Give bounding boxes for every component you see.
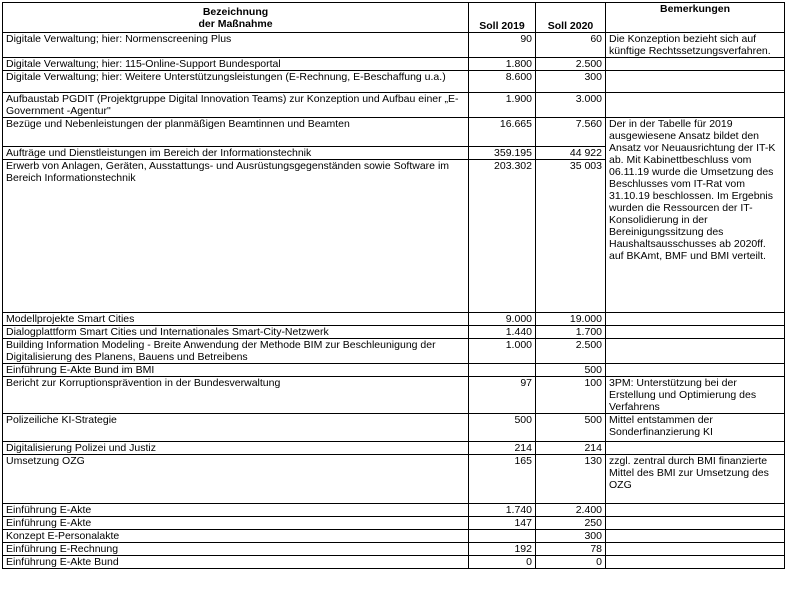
table-row <box>3 364 785 377</box>
table-row <box>3 530 785 543</box>
table-row <box>3 93 785 118</box>
soll-2020-cell: 300 <box>536 530 606 543</box>
measure-name-cell: Einführung E-Akte <box>3 517 469 530</box>
remarks-cell <box>606 530 785 543</box>
table-row <box>3 455 785 504</box>
table-row <box>3 58 785 71</box>
soll-2019-cell: 9.000 <box>469 313 536 326</box>
header-measure-line1: Bezeichnung <box>202 5 269 18</box>
soll-2019-cell: 203.302 <box>469 160 536 313</box>
soll-2019-cell: 0 <box>469 556 536 569</box>
measure-name-cell: Einführung E-Akte <box>3 504 469 517</box>
soll-2020-cell: 60 <box>536 33 606 58</box>
remarks-cell: 3PM: Unterstützung bei der Erstellung und Optimierung des Verfahrens <box>606 377 785 414</box>
remarks-cell <box>606 326 785 339</box>
table-row <box>3 517 785 530</box>
measures-table <box>2 2 785 569</box>
measure-name-cell: Digitale Verwaltung; hier: 115-Online-Support Bundesportal <box>3 58 469 71</box>
soll-2019-cell <box>469 530 536 543</box>
table-row <box>3 118 785 147</box>
soll-2019-cell: 1.000 <box>469 339 536 364</box>
soll-2020-cell: 0 <box>536 556 606 569</box>
soll-2019-cell: 1.440 <box>469 326 536 339</box>
measure-name-cell: Building Information Modeling - Breite Anwendung der Methode BIM zur Beschleunigung der Digitalisierung des Planens, Bauens und Betreibens <box>3 339 469 364</box>
soll-2019-cell: 192 <box>469 543 536 556</box>
header-row <box>3 3 785 33</box>
header-soll-2020: Soll 2020 <box>536 3 606 33</box>
measure-name-cell: Dialogplattform Smart Cities und Internationales Smart-City-Netzwerk <box>3 326 469 339</box>
soll-2019-cell: 147 <box>469 517 536 530</box>
soll-2020-cell: 250 <box>536 517 606 530</box>
measure-name-cell: Erwerb von Anlagen, Geräten, Ausstattungs- und Ausrüstungsgegenständen sowie Software im Bereich Informationstechnik <box>3 160 469 313</box>
soll-2019-cell: 16.665 <box>469 118 536 147</box>
remarks-cell: zzgl. zentral durch BMI finanzierte Mittel des BMI zur Umsetzung des OZG <box>606 455 785 504</box>
remarks-cell <box>606 58 785 71</box>
remarks-cell <box>606 339 785 364</box>
soll-2020-cell: 2.500 <box>536 339 606 364</box>
measure-name-cell: Umsetzung OZG <box>3 455 469 504</box>
measure-name-cell: Konzept E-Personalakte <box>3 530 469 543</box>
remarks-cell <box>606 556 785 569</box>
soll-2020-cell: 7.560 <box>536 118 606 147</box>
header-remarks: Bemerkungen <box>606 3 785 33</box>
table-row <box>3 377 785 414</box>
remarks-cell <box>606 364 785 377</box>
remarks-cell <box>606 543 785 556</box>
soll-2020-cell: 3.000 <box>536 93 606 118</box>
soll-2019-cell: 500 <box>469 414 536 442</box>
measure-name-cell: Aufbaustab PGDIT (Projektgruppe Digital Innovation Teams) zur Konzeption und Aufbau einer „E-Government -Agentur" <box>3 93 469 118</box>
measure-name-cell: Einführung E-Akte Bund im BMI <box>3 364 469 377</box>
soll-2020-cell: 1.700 <box>536 326 606 339</box>
table-row <box>3 556 785 569</box>
remarks-cell: Die Konzeption bezieht sich auf künftige Rechtssetzungsverfahren. <box>606 33 785 58</box>
soll-2019-cell <box>469 364 536 377</box>
remarks-cell: Mittel entstammen der Sonderfinanzierung KI <box>606 414 785 442</box>
table-row <box>3 71 785 93</box>
soll-2019-cell: 1.800 <box>469 58 536 71</box>
soll-2019-cell: 1.740 <box>469 504 536 517</box>
measure-name-cell: Bezüge und Nebenleistungen der planmäßigen Beamtinnen und Beamten <box>3 118 469 147</box>
soll-2019-cell: 97 <box>469 377 536 414</box>
remarks-cell <box>606 313 785 326</box>
soll-2020-cell: 35 003 <box>536 160 606 313</box>
table-row <box>3 313 785 326</box>
soll-2020-cell: 44 922 <box>536 147 606 160</box>
remarks-cell <box>606 504 785 517</box>
measure-name-cell: Einführung E-Rechnung <box>3 543 469 556</box>
remarks-cell <box>606 442 785 455</box>
table-row <box>3 442 785 455</box>
remarks-cell <box>606 71 785 93</box>
measure-name-cell: Digitale Verwaltung; hier: Normenscreening Plus <box>3 33 469 58</box>
measure-name-cell: Polizeiliche KI-Strategie <box>3 414 469 442</box>
soll-2020-cell: 78 <box>536 543 606 556</box>
measure-name-cell: Digitale Verwaltung; hier: Weitere Unterstützungsleistungen (E-Rechnung, E-Beschaffung u.a.) <box>3 71 469 93</box>
soll-2019-cell: 90 <box>469 33 536 58</box>
measure-name-cell: Einführung E-Akte Bund <box>3 556 469 569</box>
table-row <box>3 504 785 517</box>
soll-2020-cell: 2.400 <box>536 504 606 517</box>
soll-2020-cell: 500 <box>536 364 606 377</box>
soll-2019-cell: 359.195 <box>469 147 536 160</box>
table-row <box>3 414 785 442</box>
measure-name-cell: Bericht zur Korruptionsprävention in der Bundesverwaltung <box>3 377 469 414</box>
soll-2020-cell: 214 <box>536 442 606 455</box>
soll-2020-cell: 300 <box>536 71 606 93</box>
remarks-cell <box>606 517 785 530</box>
soll-2019-cell: 214 <box>469 442 536 455</box>
soll-2020-cell: 2.500 <box>536 58 606 71</box>
header-measure <box>3 3 469 33</box>
soll-2020-cell: 19.000 <box>536 313 606 326</box>
soll-2019-cell: 1.900 <box>469 93 536 118</box>
soll-2019-cell: 165 <box>469 455 536 504</box>
remarks-cell <box>606 93 785 118</box>
table-row <box>3 326 785 339</box>
soll-2020-cell: 100 <box>536 377 606 414</box>
table-row <box>3 543 785 556</box>
measure-name-cell: Digitalisierung Polizei und Justiz <box>3 442 469 455</box>
measure-name-cell: Aufträge und Dienstleistungen im Bereich der Informationstechnik <box>3 147 469 160</box>
header-measure-line2: der Maßnahme <box>198 17 273 30</box>
table-row <box>3 339 785 364</box>
remarks-cell: Der in der Tabelle für 2019 ausgewiesene Ansatz bildet den Ansatz vor Neuausrichtung der IT-K ab. Mit Kabinettbeschluss vom 06.11.19 wurde die Umsetzung des Beschlusses vom IT-Rat vom 31.10.19 beschlossen. Im Ergebnis wurden die Ressourcen der IT-Konsolidierung in der Bereinigungssitzung des Haushaltsausschusses ab 2020ff. auf BKAmt, BMF und BMI verteilt. <box>606 118 785 313</box>
header-soll-2019: Soll 2019 <box>469 3 536 33</box>
soll-2019-cell: 8.600 <box>469 71 536 93</box>
soll-2020-cell: 500 <box>536 414 606 442</box>
soll-2020-cell: 130 <box>536 455 606 504</box>
table-row <box>3 33 785 58</box>
measure-name-cell: Modellprojekte Smart Cities <box>3 313 469 326</box>
